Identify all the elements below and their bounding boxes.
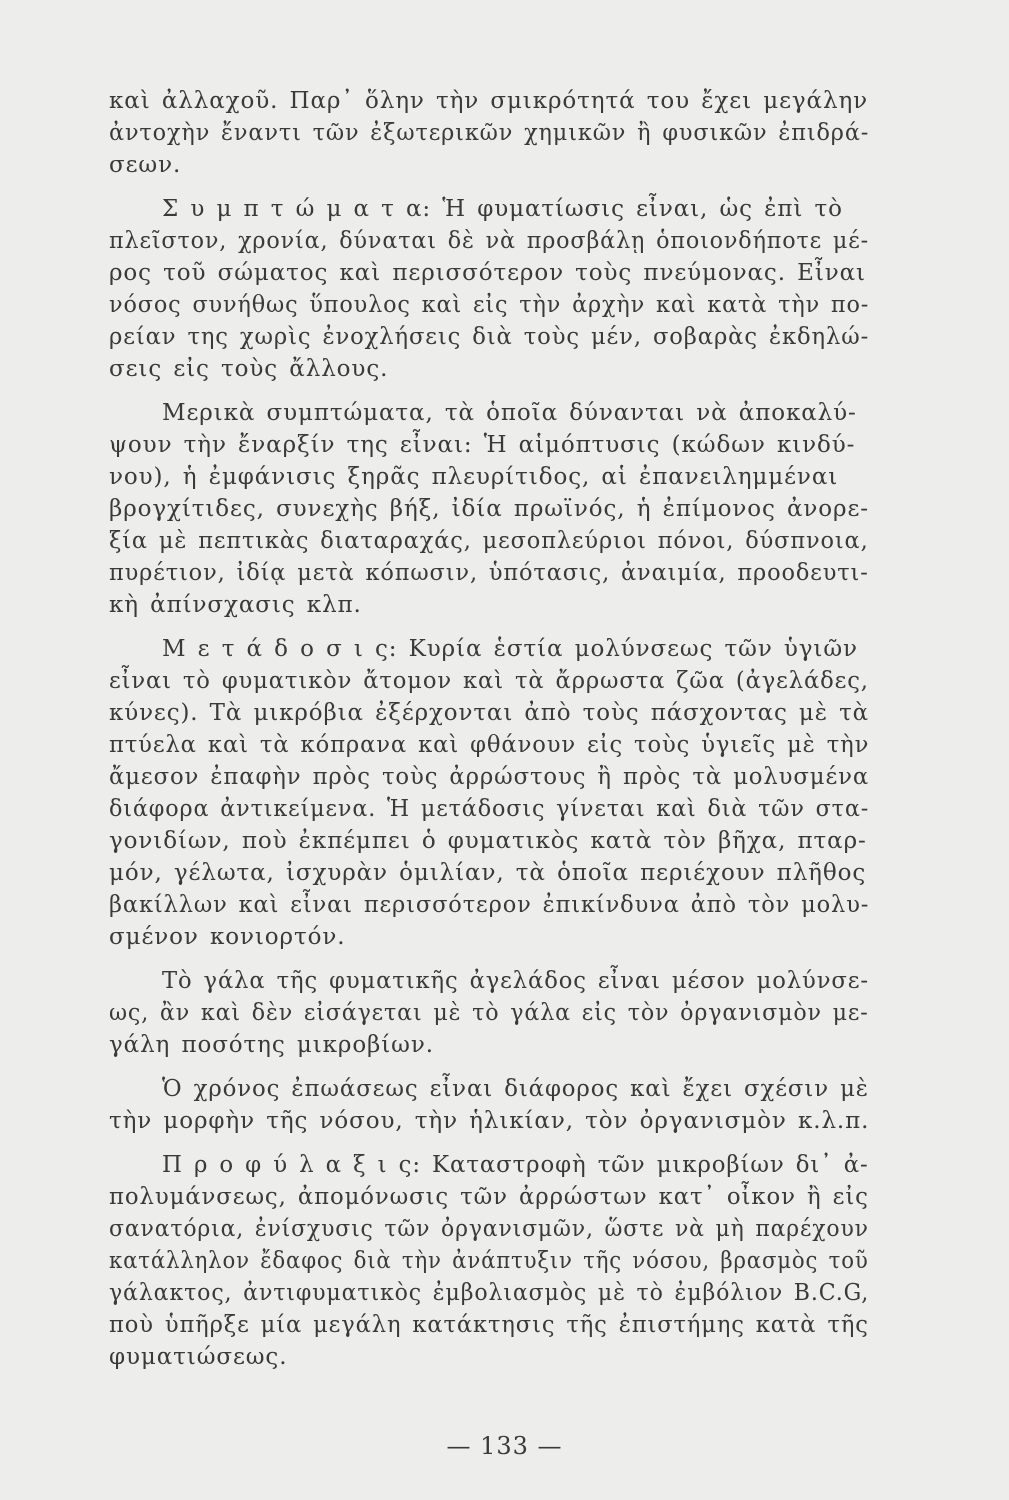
text-line: γάλη ποσότης μικροβίων. [109,1032,434,1058]
section-heading-transmission: Μ ε τ ά δ ο σ ι ς: Κυρία ἑστία μολύνσεως τῶν ὑγιῶν [162,636,858,662]
text-line: Ὁ χρόνος ἐπωάσεως εἶναι διάφορος καὶ ἔχει σχέσιν μὲ [162,1076,869,1102]
text-line: νόσος συνήθως ὕπουλος καὶ εἰς τὴν ἀρχὴν καὶ κατὰ τὴν πο- [109,292,870,318]
text-line: κύνες). Τὰ μικρόβια ἐξέρχονται ἀπὸ τοὺς πάσχοντας μὲ τὰ [109,700,870,726]
text-line: βρογχίτιδες, συνεχὴς βήξ, ἰδία πρωϊνός, ἡ ἐπίμονος ἀνορε- [109,496,869,522]
text-line: τὴν μορφὴν τῆς νόσου, τὴν ἡλικίαν, τὸν ὀργανισμὸν κ.λ.π. [109,1108,870,1134]
text-line: σμένον κονιορτόν. [109,924,346,950]
text-line: κὴ ἀπίνσχασις κλπ. [109,592,362,618]
text-line: εἶναι τὸ φυματικὸν ἄτομον καὶ τὰ ἄρρωστα ζῶα (ἀγελάδες, [109,668,869,694]
text-line: ἀντοχὴν ἔναντι τῶν ἐξωτερικῶν χημικῶν ἢ φυσικῶν ἐπιδρά- [109,120,870,146]
text-line: γάλακτος, ἀντιφυματικὸς ἐμβολιασμὸς μὲ τὸ ἐμβόλιον B.C.G, [109,1280,870,1306]
text-line: γονιδίων, ποὺ ἐκπέμπει ὁ φυματικὸς κατὰ τὸν βῆχα, πταρ- [109,828,867,854]
text-line: νου), ἡ ἐμφάνισις ξηρᾶς πλευρίτιδος, αἱ ἐπανειλημμέναι [109,464,839,490]
text-line: ρείαν της χωρὶς ἐνοχλήσεις διὰ τοὺς μέν, σοβαρὰς ἐκδηλώ- [109,324,870,350]
text-line: ψουν τὴν ἔναρξίν της εἶναι: Ἡ αἱμόπτυσις (κώδων κινδύ- [109,432,856,458]
text-line: σεις εἰς τοὺς ἄλλους. [109,356,389,382]
text-line: ως, ἂν καὶ δὲν εἰσάγεται μὲ τὸ γάλα εἰς τὸν ὀργανισμὸν με- [109,1000,869,1026]
text-line: Τὸ γάλα τῆς φυματικῆς ἀγελάδος εἶναι μέσον μολύνσε- [162,968,869,994]
text-line: καὶ ἀλλαχοῦ. Παρ᾽ ὅλην τὴν σμικρότητά του ἔχει μεγάλην [109,88,869,114]
text-line: μόν, γέλωτα, ἰσχυρὰν ὁμιλίαν, τὰ ὁποῖα περιέχουν πλῆθος [109,860,867,886]
text-line: βακίλλων καὶ εἶναι περισσότερον ἐπικίνδυνα ἀπὸ τὸν μολυ- [109,892,870,918]
page-number: — 133 — [446,1432,563,1460]
text-line: ποὺ ὑπῆρξε μία μεγάλη κατάκτησις τῆς ἐπιστήμης κατὰ τῆς [109,1312,869,1338]
text-line: σανατόρια, ἐνίσχυσις τῶν ὀργανισμῶν, ὥστε νὰ μὴ παρέχουν [109,1216,869,1242]
text-line: κατάλληλον ἔδαφος διὰ τὴν ἀνάπτυξιν τῆς νόσου, βρασμὸς τοῦ [109,1248,869,1274]
text-line: πτύελα καὶ τὰ κόπρανα καὶ φθάνουν εἰς τοὺς ὑγιεῖς μὲ τὴν [109,732,870,758]
text-line: Μερικὰ συμπτώματα, τὰ ὁποῖα δύνανται νὰ ἀποκαλύ- [162,400,857,426]
section-heading-symptoms: Σ υ μ π τ ώ μ α τ α: Ἡ φυματίωσις εἶναι, ὡς ἐπὶ τὸ [162,196,843,222]
text-line: ἄμεσον ἐπαφὴν πρὸς τοὺς ἀρρώστους ἢ πρὸς τὰ μολυσμένα [109,764,870,790]
text-line: πολυμάνσεως, ἀπομόνωσις τῶν ἀρρώστων κατ᾽ οἶκον ἢ εἰς [109,1184,869,1210]
text-line: σεων. [109,152,182,178]
text-line: ρος τοῦ σώματος καὶ περισσότερον τοὺς πνεύμονας. Εἶναι [109,260,866,286]
text-line: πυρέτιον, ἰδίᾳ μετὰ κόπωσιν, ὑπότασις, ἀναιμία, προοδευτι- [109,560,869,586]
text-line: φυματιώσεως. [109,1344,288,1370]
section-heading-prevention: Π ρ ο φ ύ λ α ξ ι ς: Καταστροφὴ τῶν μικροβίων δι᾽ ἀ- [162,1152,869,1178]
text-line: διάφορα ἀντικείμενα. Ἡ μετάδοσις γίνεται καὶ διὰ τῶν στα- [109,796,870,822]
text-line: ξία μὲ πεπτικὰς διαταραχάς, μεσοπλεύριοι πόνοι, δύσπνοια, [109,528,869,554]
text-line: πλεῖστον, χρονία, δύναται δὲ νὰ προσβάλῃ ὁποιονδήποτε μέ- [109,228,870,254]
